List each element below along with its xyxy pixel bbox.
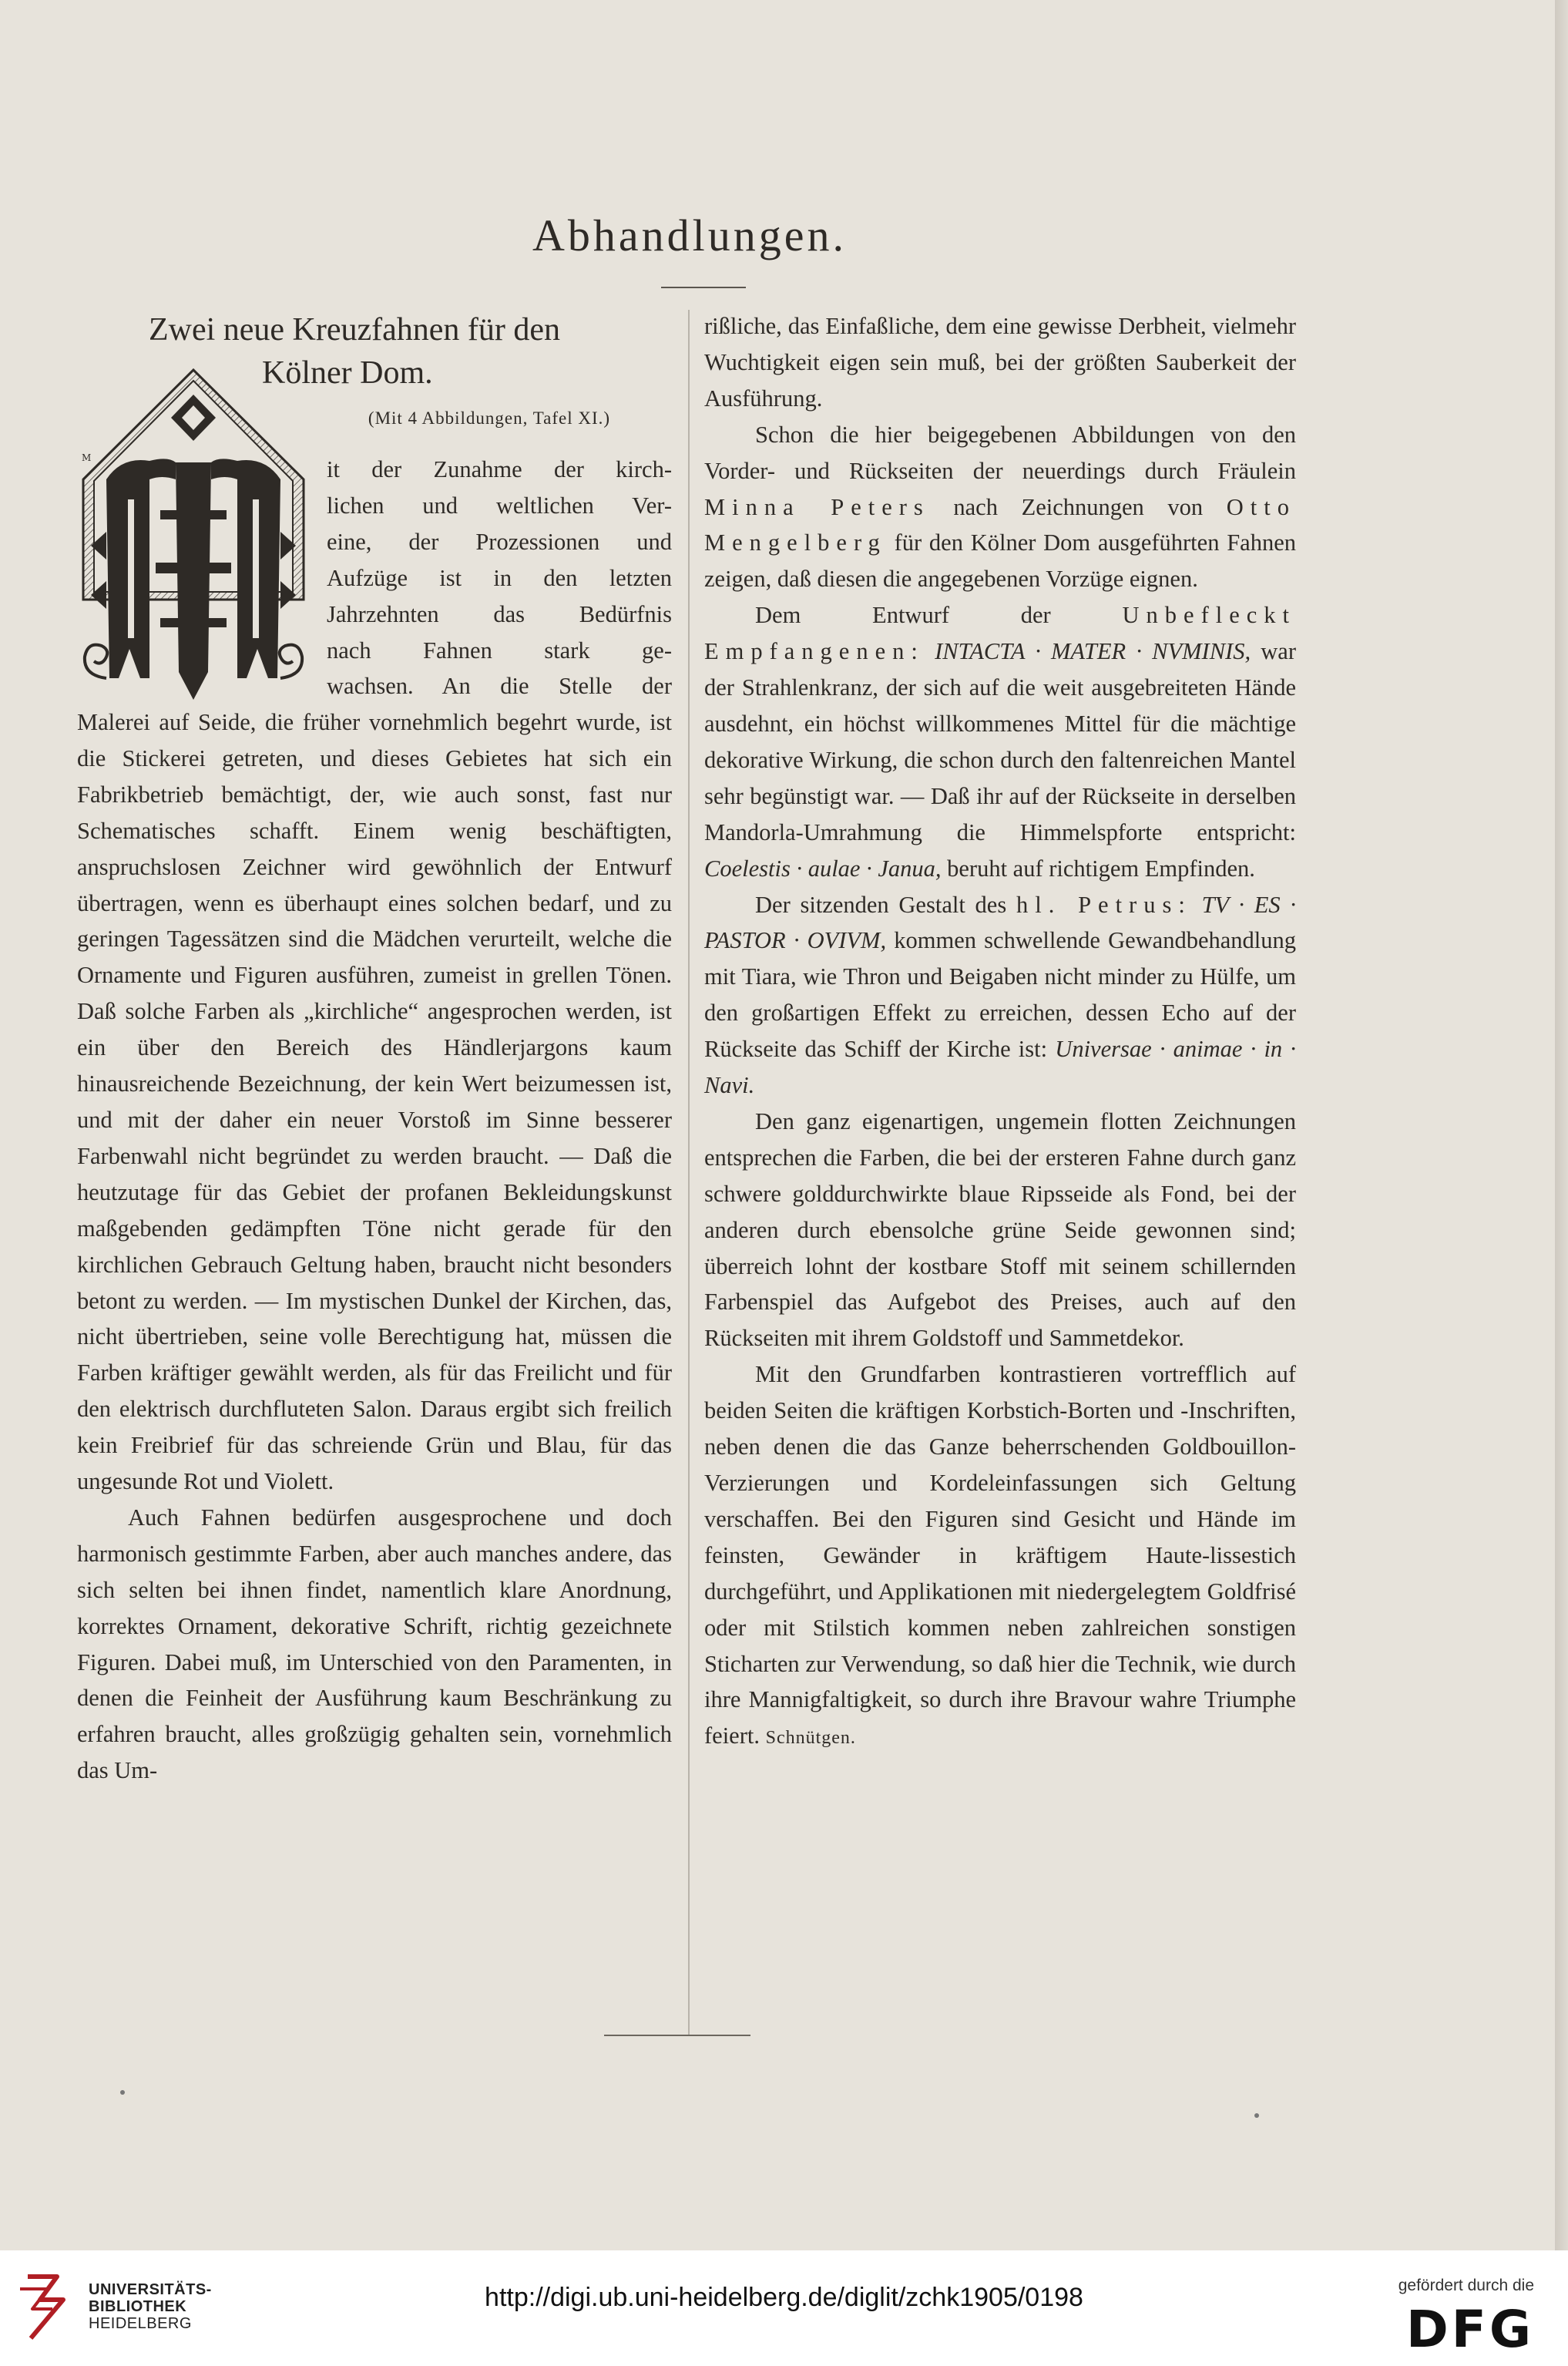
col2-paragraph-3 <box>704 887 1296 1104</box>
col2-paragraph-0: rißliche, das Einfaßliche, dem eine gewisse Derbheit, vielmehr Wuchtigkeit eigen sein muß, bei der größten Sauberkeit der Ausführung. <box>704 313 1296 412</box>
speck <box>120 2090 125 2095</box>
col1-initial-line-3: eine, der Prozessionen und <box>327 528 672 555</box>
bleed-through-text <box>632 131 1402 165</box>
spaced-petrus: hl. Petrus: <box>1016 891 1192 918</box>
col1-initial-line-1: it der Zunahme der kirch- <box>327 456 672 482</box>
col1-paragraph-1: Malerei auf Seide, die früher vornehmlich begehrt wurde, ist die Stickerei getreten, und dieses Gebietes hat sich ein Fabrikbetrieb bemächtigt, der, wie auch sonst, fast nur Schematisches schafft. Einem wenig beschäftigten, anspruchslosen Zeichner wird gewöhnlich der Entwurf übertragen, wenn es überhaupt eines solchen bedarf, und zu geringen Tagessätzen sind die Mädchen verurteilt, welche die Ornamente und Figuren ausführen, zumeist in grellen Tönen. Daß solche Farben als „kirchliche“ angesprochen werden, ist ein über den Bereich des Händlerjargons kaum hinausreichende Bezeichnung, der kein Wert beizumessen ist, und mit der daher ein neuer Vorstoß im Sinne besserer Farbenwahl nicht begründet zu werden braucht. — Daß die heutzutage für das Gebiet der profanen Bekleidungskunst maßgebenden gedämpften Töne nicht gerade für den kirchlichen Gebrauch Geltung haben, braucht nicht besonders betont zu werden. — Im mystischen Dunkel der Kirchen, das, nicht übertrieben, seine volle Berechtigung hat, müssen die Farben kräftiger gewählt werden, als für das Freilicht und für den elektrisch durchfluteten Salon. Daraus ergibt sich freilich kein Freibrief für das schreiende Grün und Blau, für das ungesunde Rot und Violett. <box>77 709 672 1495</box>
col1-paragraph-2: Auch Fahnen bedürfen ausgesprochene und doch harmonisch gestimmte Farben, aber auch manches andere, das sich selten bei ihnen findet, namentlich klare Anordnung, korrektes Ornament, dekorative Schrift, richtig gezeichnete Figuren. Dabei muß, im Unterschied von den Paramenten, in denen die Feinheit der Ausführung kaum Beschränkung zu erfahren braucht, alles großzügig gehalten sein, vornehmlich das Um- <box>77 1504 672 1784</box>
col2-p3-text-b: kommen schwellende Gewandbehandlung mit Tiara, wie Thron und Beigaben nicht minder zu Hülfe, um den großartigen Effekt zu erreichen, dessen Echo auf der Rückseite das Schiff der Kirche ist: <box>704 927 1297 1063</box>
col1-initial-line-5: Jahrzehnten das Bedürfnis <box>327 600 672 627</box>
col1-initial-line-7: wachsen. An die Stelle der <box>327 673 672 700</box>
col2-p2-text-b: war der Strahlenkranz, der sich auf die weit ausgebreiteten Hände ausdehnt, ein höchst willkommenes Mittel für die mächtige dekorative Wirkung, die schon durch den faltenreichen Mantel sehr begünstigt war. — Daß ihr auf der Rückseite in derselben Mandorla-Umrahmung die Himmelspforte entspricht: <box>704 638 1296 845</box>
col2-paragraph-5 <box>704 1356 1296 1756</box>
inscription-universae: Universae · animae · in · Navi. <box>704 1036 1296 1099</box>
col1-initial-line-4: Aufzüge ist in den letzten <box>327 564 672 591</box>
col2-paragraph-1 <box>704 417 1296 598</box>
speck <box>1254 2113 1259 2118</box>
col2-p2-text-c: beruht auf richtigem Empfinden. <box>941 855 1255 882</box>
column-rule <box>688 310 690 2036</box>
article-title-line-1: Zwei neue Kreuzfahnen für den <box>148 312 561 348</box>
col2-p1-text-a: Schon die hier beigegebenen Abbildungen von den Vorder- und Rückseiten der neuerdings durch Fräulein <box>704 421 1296 484</box>
column-1-initial-block <box>327 452 672 704</box>
library-line-3: HEIDELBERG <box>89 2315 192 2332</box>
source-url-link[interactable]: http://digi.ub.uni-heidelberg.de/diglit/zchk1905/0198 <box>485 2283 1083 2312</box>
col2-paragraph-4: Den ganz eigenartigen, ungemein flotten Zeichnungen entsprechen die Farben, die bei der ersteren Fahne durch ganz schwere golddurchwirkte blaue Ripsseide als Fond, bei der anderen durch ebensolche grüne Seide gewonnen sind; überreich lohnt der kostbare Stoff mit seinem schillernden Farbenspiel das Aufgebot des Preises, auch auf den Rückseiten mit ihrem Goldstoff und Sammetdekor. <box>704 1107 1296 1352</box>
section-heading: Abhandlungen. <box>532 210 847 260</box>
dfg-logo: DFG <box>1405 2300 1534 2359</box>
col2-p2-text-a: Dem Entwurf der <box>755 602 1123 629</box>
initial-letter: M <box>82 452 92 463</box>
name-minna-peters: Minna Peters <box>704 493 930 520</box>
author-signature: Schnütgen. <box>765 1728 856 1749</box>
inscription-intacta: INTACTA · MATER · NVMINIS, <box>935 638 1251 665</box>
inscription-coelestis: Coelestis · aulae · Janua, <box>704 855 942 882</box>
bottom-rule <box>604 2035 750 2036</box>
col1-initial-line-2: lichen und weltlichen Ver- <box>327 492 672 519</box>
library-line-2: BIBLIOTHEK <box>89 2298 187 2315</box>
col1-initial-line-6: nach Fahnen stark ge- <box>327 637 672 664</box>
heading-rule <box>661 287 746 288</box>
col2-p3-text-a: Der sitzenden Gestalt des <box>755 891 1016 918</box>
sponsor-label: gefördert durch die <box>1398 2277 1534 2294</box>
col2-p5-text: Mit den Grundfarben kontrastieren vortrefflich auf beiden Seiten die kräftigen Korbstich-Borten und -Inschriften, neben denen die das Ganze beherrschenden Goldbouillon-Verzierungen und Kordeleinfassungen sich Geltung verschaffen. Bei den Figuren sind Gesicht und Hände im feinsten, Gewänder in kräftigem Haute-lissestich durchgeführt, und Applikationen mit niedergelegtem Goldfrisé oder mit Stilstich kommen neben zahlreichen sonstigen Sticharten zur Verwendung, so daß hier die Technik, wie durch ihre Mannigfaltigkeit, so durch ihre Bravour wahre Triumphe feiert. <box>704 1361 1296 1749</box>
col2-paragraph-2 <box>704 597 1296 886</box>
col2-p1-text-b: nach Zeichnungen von <box>929 493 1227 520</box>
inscription-tv-es: TV · ES · PASTOR · OVIVM, <box>704 891 1296 954</box>
decorated-initial-m-icon <box>76 364 311 706</box>
page-edge <box>1555 0 1568 2250</box>
illustrations-note: (Mit 4 Abbildungen, Tafel XI.) <box>368 408 611 428</box>
library-line-1: UNIVERSITÄTS- <box>89 2281 212 2298</box>
col2-p1-text-c: für den Kölner Dom ausgeführten Fahnen zeigen, daß diesen die angegebenen Vorzüge eignen. <box>704 529 1296 593</box>
spaced-unbefleckt: Unbefleckt Empfangenen: <box>704 602 1296 665</box>
column-2 <box>704 308 1296 1756</box>
article-title-line-2: Kölner Dom. <box>262 355 433 391</box>
name-otto-mengelberg: Otto Mengelberg <box>704 493 1296 556</box>
column-1 <box>77 704 672 1789</box>
footer-bar <box>0 2250 1568 2366</box>
